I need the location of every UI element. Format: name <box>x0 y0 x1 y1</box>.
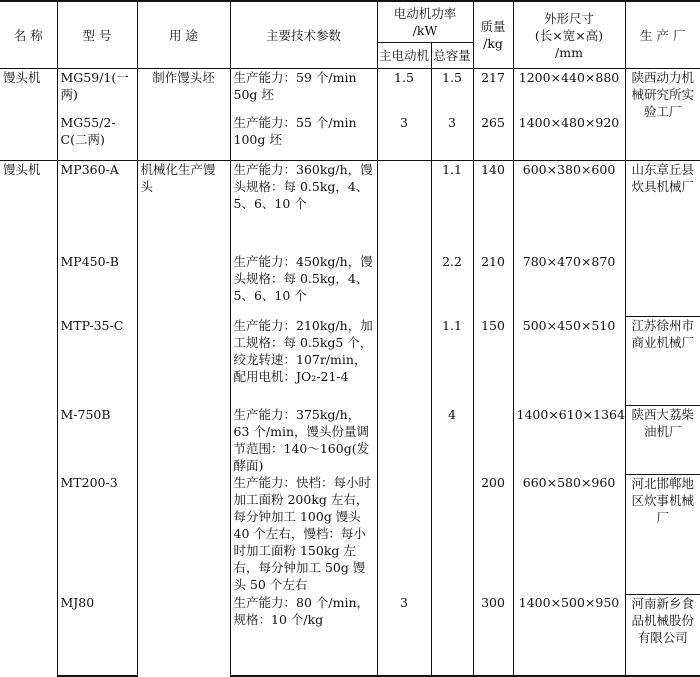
header-maker: 生 产 厂 <box>625 1 700 69</box>
maker-cell: 河南新乡食品机械股份有限公司 <box>625 594 700 676</box>
total-capacity-cell <box>431 594 473 676</box>
mass-cell: 200 <box>473 474 513 594</box>
maker-cell: 山东章丘县炊具机械厂 <box>625 160 700 316</box>
dimensions-cell: 600×380×600 <box>513 160 625 253</box>
header-dims-line1: 外形尺寸 <box>544 10 595 26</box>
header-dims-line3: /mm <box>555 44 583 60</box>
header-use: 用 途 <box>137 1 230 69</box>
params-cell: 生产能力：59 个/min 50g 坯 <box>230 69 377 114</box>
table-row <box>0 594 700 676</box>
params-cell: 生产能力：55 个/min 100g 坯 <box>230 114 377 160</box>
header-main-motor: 主电动机 <box>377 42 431 68</box>
params-cell: 生产能力：360kg/h，馒头规格：每 0.5kg，4、5、6、10 个 <box>230 160 377 253</box>
header-model: 型 号 <box>57 1 137 69</box>
group-name: 馒头机 <box>0 160 57 676</box>
header-params: 主要技术参数 <box>230 1 377 69</box>
header-total-capacity: 总容量 <box>431 42 473 68</box>
maker-cell: 陕西大荔柴油机厂 <box>625 406 700 475</box>
total-capacity-cell: 1.1 <box>431 317 473 406</box>
main-motor-cell <box>377 160 431 253</box>
main-motor-cell <box>377 406 431 475</box>
header-mass-line2: /kg <box>483 36 503 52</box>
main-motor-cell <box>377 474 431 594</box>
model-cell: MG55/2-C(二两) <box>57 114 137 160</box>
use-cell: 机械化生产馒头 <box>137 160 230 676</box>
main-motor-cell: 3 <box>377 594 431 676</box>
header-dimensions <box>513 1 625 69</box>
total-capacity-cell: 1.1 <box>431 160 473 253</box>
params-cell: 生产能力：210kg/h，加工规格：每 0.5kg5 个，绞龙转速：107r/min，配用电机：JO₂-21-4 <box>230 317 377 406</box>
mass-cell <box>473 406 513 475</box>
model-cell: MT200-3 <box>57 474 137 594</box>
total-capacity-cell: 2.2 <box>431 253 473 317</box>
dimensions-cell: 1400×610×1364 <box>513 406 625 475</box>
total-capacity-cell: 4 <box>431 406 473 475</box>
dimensions-cell: 1200×440×880 <box>513 69 625 114</box>
mass-cell: 150 <box>473 317 513 406</box>
mass-cell: 210 <box>473 253 513 317</box>
header-name: 名 称 <box>0 1 57 69</box>
total-capacity-cell: 1.5 <box>431 69 473 114</box>
table-row <box>0 406 700 475</box>
table-row <box>0 317 700 406</box>
mass-cell: 140 <box>473 160 513 253</box>
params-cell: 生产能力：375kg/h，63 个/min，馒头份量调节范围：140～160g(发酵面) <box>230 406 377 475</box>
params-cell: 生产能力：80 个/min，规格：10 个/kg <box>230 594 377 676</box>
mass-cell: 300 <box>473 594 513 676</box>
table-row <box>0 474 700 594</box>
dimensions-cell: 780×470×870 <box>513 253 625 317</box>
model-cell: M-750B <box>57 406 137 475</box>
params-cell: 生产能力：450kg/h，馒头规格：每 0.5kg，4、5、6、10 个 <box>230 253 377 317</box>
table-row <box>0 253 700 317</box>
maker-cell: 江苏徐州市商业机械厂 <box>625 317 700 406</box>
header-dims-line2: (长×宽×高) <box>534 27 604 43</box>
main-motor-cell: 1.5 <box>377 69 431 114</box>
maker-cell: 陕西动力机械研究所实验工厂 <box>625 69 700 161</box>
header-power-line1: 电动机功率 <box>393 5 457 21</box>
table-row <box>0 69 700 114</box>
use-cell: 制作馒头坯 <box>137 69 230 161</box>
dimensions-cell: 660×580×960 <box>513 474 625 594</box>
header-power-line2: /kW <box>412 22 438 38</box>
model-cell: MP360-A <box>57 160 137 253</box>
dimensions-cell: 1400×480×920 <box>513 114 625 160</box>
group-name: 馒头机 <box>3 70 41 86</box>
dimensions-cell: 500×450×510 <box>513 317 625 406</box>
main-motor-cell: 3 <box>377 114 431 160</box>
main-motor-cell <box>377 317 431 406</box>
dimensions-cell: 1400×500×950 <box>513 594 625 676</box>
header-mass-line1: 质量 <box>480 19 506 35</box>
header-motor-power <box>377 1 473 42</box>
model-cell: MTP-35-C <box>57 317 137 406</box>
total-capacity-cell: 3 <box>431 114 473 160</box>
table-row <box>0 160 700 253</box>
params-cell: 生产能力：快档：每小时加工面粉 200kg 左右，每分钟加工 100g 馒头 40 个左右，慢档：每小时加工面粉 150kg 左右，每分钟加工 50g 馒头 50 个左右 <box>230 474 377 594</box>
mass-cell: 217 <box>473 69 513 114</box>
total-capacity-cell <box>431 474 473 594</box>
model-cell: MP450-B <box>57 253 137 317</box>
model-cell: MJ80 <box>57 594 137 676</box>
mass-cell: 265 <box>473 114 513 160</box>
header-mass <box>473 1 513 69</box>
model-cell: MG59/1(一两) <box>57 69 137 114</box>
maker-cell: 河北邯郸地区炊事机械厂 <box>625 474 700 594</box>
table-row <box>0 114 700 160</box>
main-motor-cell <box>377 253 431 317</box>
